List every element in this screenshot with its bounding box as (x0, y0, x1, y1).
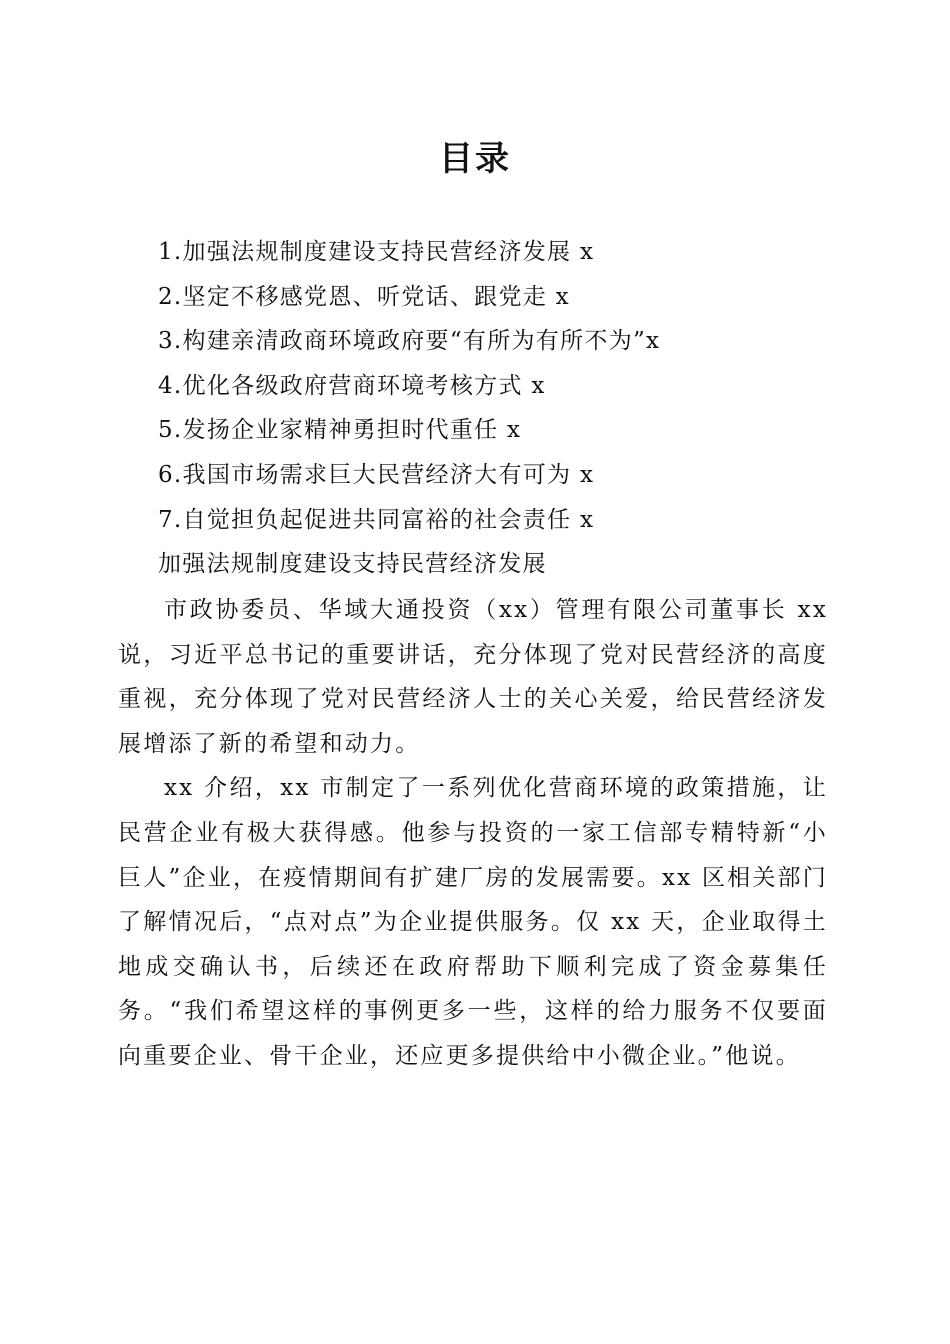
toc-item[interactable]: 5.发扬企业家精神勇担时代重任 x (158, 417, 522, 444)
toc-item[interactable]: 2.坚定不移感党恩、听党话、跟党走 x (158, 283, 570, 310)
toc-item[interactable]: 6.我国市场需求巨大民营经济大有可为 x (158, 461, 595, 488)
page-title: 目录 (439, 139, 511, 179)
toc-item[interactable]: 3.构建亲清政商环境政府要“有所为有所不为”x (158, 328, 661, 355)
toc-item[interactable]: 1.加强法规制度建设支持民营经济发展 x (158, 239, 595, 265)
toc-item[interactable]: 7.自觉担负起促进共同富裕的社会责任 x (158, 506, 595, 533)
toc-item[interactable]: 4.优化各级政府营商环境考核方式 x (158, 372, 546, 399)
table-of-contents (158, 230, 858, 542)
body-paragraph: 市政协委员、华域大通投资（xx）管理有限公司董事长 xx 说，习近平总书记的重要讲话，充分体现了党对民营经济的高度重视，充分体现了党对民营经济人士的关心关爱，给民营经济发展增添了新的希望和动力。 (118, 597, 828, 757)
body-paragraph: xx 介绍，xx 市制定了一系列优化营商环境的政策措施，让民营企业有极大获得感。他参与投资的一家工信部专精特新“小巨人”企业，在疫情期间有扩建厂房的发展需要。xx 区相关部门了解情况后，“点对点”为企业提供服务。仅 xx 天，企业取得土地成交确认书，后续还在政府帮助下顺利完成了资金募集任务。“我们希望这样的事例更多一些，这样的给力服务不仅要面向重要企业、骨干企业，还应更多提供给中小微企业。”他说。 (118, 775, 828, 1069)
article-body (118, 588, 828, 1079)
section-heading: 加强法规制度建设支持民营经济发展 (158, 551, 547, 577)
